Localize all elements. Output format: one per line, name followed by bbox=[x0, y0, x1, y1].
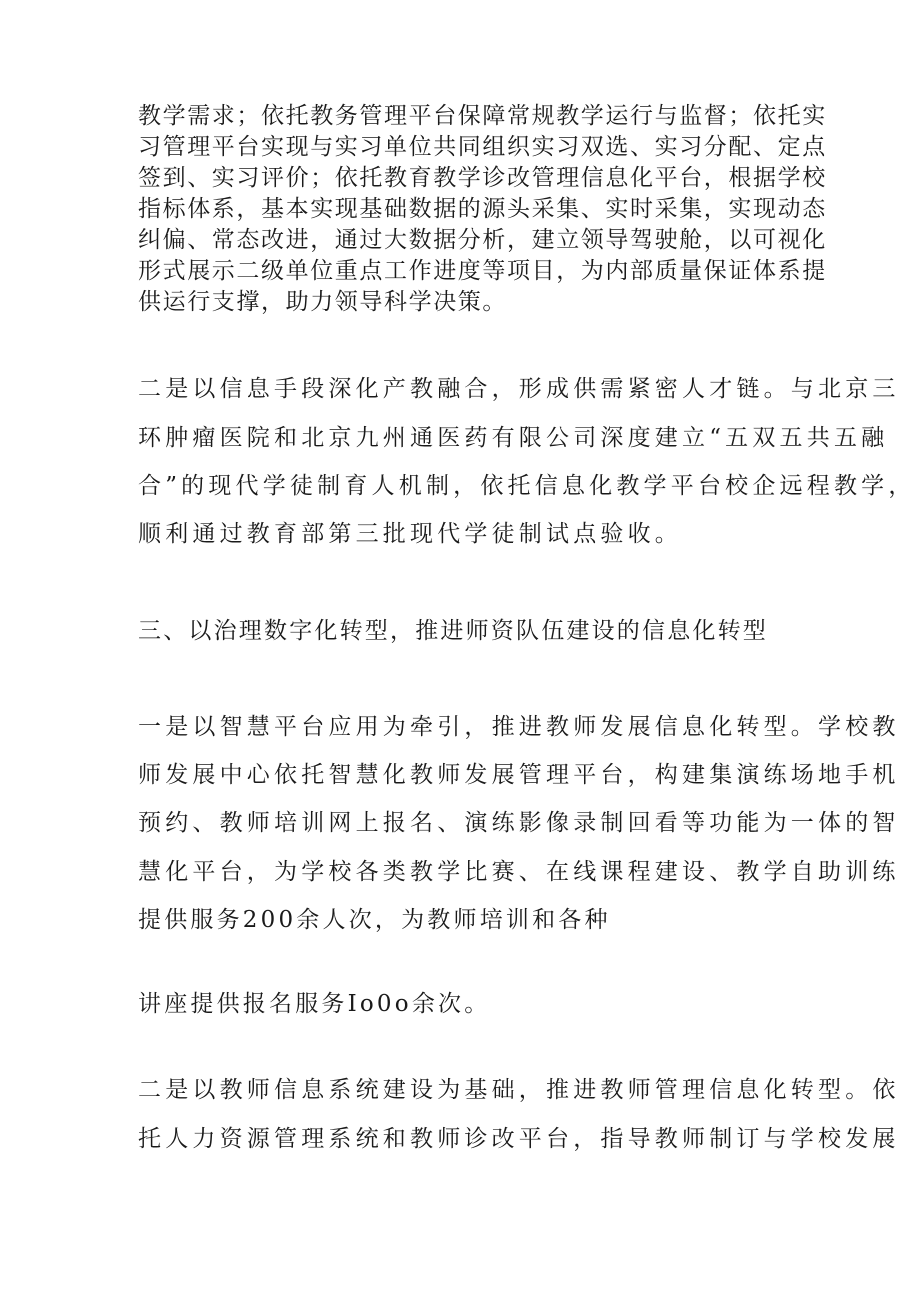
text-line: 纠偏、常态改进，通过大数据分析，建立领导驾驶舱，以可视化 bbox=[138, 227, 827, 253]
text-line: 预约、教师培训网上报名、演练影像录制回看等功能为一体的智 bbox=[138, 810, 900, 836]
text-line: 二是以信息手段深化产教融合，形成供需紧密人才链。与北京三 bbox=[138, 376, 900, 402]
text-line: 形式展示二级单位重点工作进度等项目，为内部质量保证体系提 bbox=[138, 258, 827, 284]
text-line: 提供服务200余人次，为教师培训和各种 bbox=[138, 907, 611, 933]
text-line: 教学需求；依托教务管理平台保障常规教学运行与监督；依托实 bbox=[138, 103, 827, 129]
text-line: 一是以智慧平台应用为牵引，推进教师发展信息化转型。学校教 bbox=[138, 714, 900, 740]
text-line: 讲座提供报名服务Io0o余次。 bbox=[138, 991, 491, 1017]
heading-text: 三、以治理数字化转型，推进师资队伍建设的信息化转型 bbox=[138, 618, 768, 644]
text-line: 指标体系，基本实现基础数据的源头采集、实时采集，实现动态 bbox=[138, 196, 827, 222]
text-line: 签到、实习评价；依托教育教学诊改管理信息化平台，根据学校 bbox=[138, 165, 827, 191]
text-line: 合”的现代学徒制育人机制，依托信息化教学平台校企远程教学， bbox=[138, 473, 916, 499]
text-line: 托人力资源管理系统和教师诊改平台，指导教师制订与学校发展 bbox=[138, 1126, 900, 1152]
text-line: 习管理平台实现与实习单位共同组织实习双选、实习分配、定点 bbox=[138, 134, 827, 160]
text-line: 顺利通过教育部第三批现代学徒制试点验收。 bbox=[138, 521, 682, 547]
text-line: 二是以教师信息系统建设为基础，推进教师管理信息化转型。依 bbox=[138, 1077, 900, 1103]
text-line: 环肿瘤医院和北京九州通医药有限公司深度建立“五双五共五融 bbox=[138, 425, 889, 451]
text-line: 师发展中心依托智慧化教师发展管理平台，构建集演练场地手机 bbox=[138, 762, 900, 788]
text-line: 供运行支撑，助力领导科学决策。 bbox=[138, 289, 507, 315]
text-line: 慧化平台，为学校各类教学比赛、在线课程建设、教学自助训练 bbox=[138, 859, 900, 885]
